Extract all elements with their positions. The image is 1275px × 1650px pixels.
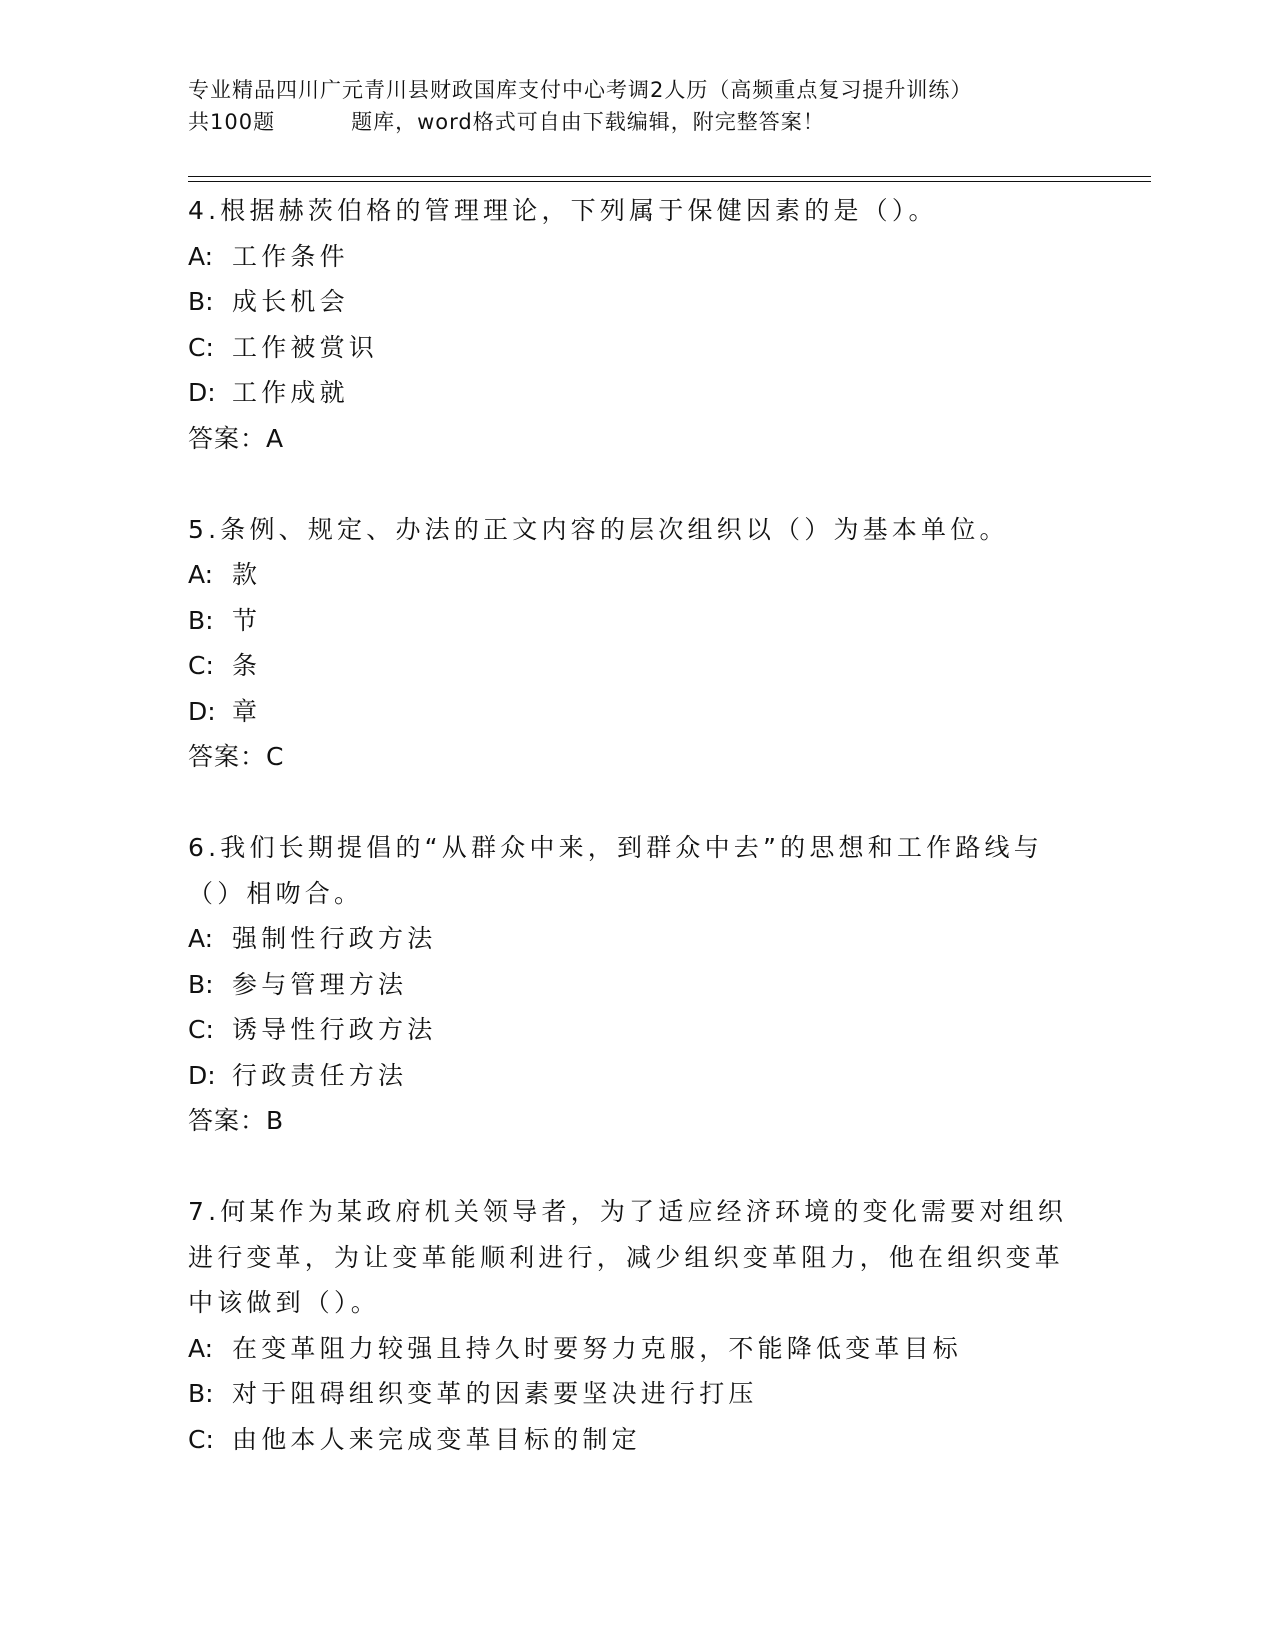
option-text: 工作条件 — [232, 241, 349, 271]
header-divider-bottom — [188, 181, 1151, 182]
option-label: B: — [188, 605, 214, 635]
option-a — [188, 1326, 1068, 1372]
question-stem-line: 中该做到（）。 — [188, 1288, 380, 1317]
option-a — [188, 234, 1068, 280]
option-text: 款 — [232, 560, 262, 589]
header-subtitle-line — [188, 106, 1088, 138]
option-text: 对于阻碍组织变革的因素要坚决进行打压 — [232, 1379, 758, 1408]
header-title-line: 专业精品四川广元青川县财政国库支付中心考调2人历（高频重点复习提升训练） — [188, 78, 973, 102]
answer-line: 答案：C — [188, 742, 285, 771]
option-label: C: — [188, 1015, 214, 1044]
option-label: B: — [188, 287, 214, 316]
option-text: 工作被赏识 — [232, 332, 379, 362]
option-label: A: — [188, 560, 214, 589]
option-a — [188, 916, 1068, 962]
option-label: C: — [188, 651, 214, 680]
option-text: 成长机会 — [232, 287, 349, 316]
question-item — [188, 825, 1068, 1189]
option-text: 强制性行政方法 — [232, 924, 437, 953]
option-b — [188, 598, 1068, 644]
option-a — [188, 552, 1068, 598]
option-text: 行政责任方法 — [232, 1060, 408, 1090]
option-b — [188, 1371, 1068, 1417]
question-stem-line: 进行变革，为让变革能顺利进行，减少组织变革阻力，他在组织变革 — [188, 1242, 1065, 1272]
option-label: B: — [188, 1379, 214, 1408]
option-b — [188, 962, 1068, 1008]
question-list — [188, 188, 1068, 1462]
option-c — [188, 325, 1068, 371]
option-label: B: — [188, 969, 214, 999]
question-item — [188, 188, 1068, 507]
option-d — [188, 370, 1068, 416]
option-d — [188, 1053, 1068, 1099]
header-description: 题库，word格式可自由下载编辑，附完整答案！ — [351, 110, 825, 134]
option-c — [188, 1417, 1068, 1463]
header-divider-top — [188, 176, 1151, 177]
option-label: D: — [188, 1060, 216, 1090]
question-item — [188, 1189, 1068, 1462]
option-label: A: — [188, 1333, 214, 1363]
option-c — [188, 643, 1068, 689]
document-header — [188, 74, 1088, 138]
question-stem: 5.条例、规定、办法的正文内容的层次组织以（）为基本单位。 — [188, 514, 1009, 544]
option-text: 在变革阻力较强且持久时要努力克服，不能降低变革目标 — [232, 1333, 963, 1363]
option-b — [188, 279, 1068, 325]
option-text: 工作成就 — [232, 378, 349, 407]
header-question-count: 共100题 — [188, 110, 276, 134]
option-c — [188, 1007, 1068, 1053]
question-stem-line: 7.何某作为某政府机关领导者，为了适应经济环境的变化需要对组织 — [188, 1197, 1068, 1226]
option-label: C: — [188, 332, 214, 362]
option-text: 参与管理方法 — [232, 969, 408, 999]
option-label: D: — [188, 378, 216, 407]
answer-line: 答案：A — [188, 423, 285, 453]
option-text: 章 — [232, 696, 262, 726]
question-stem-line: 6.我们长期提倡的“从群众中来，到群众中去”的思想和工作路线与 — [188, 833, 1043, 862]
question-stem-line: （）相吻合。 — [188, 878, 364, 908]
question-item — [188, 507, 1068, 826]
option-label: A: — [188, 241, 214, 271]
option-text: 由他本人来完成变革目标的制定 — [232, 1424, 641, 1454]
option-text: 条 — [232, 651, 262, 680]
option-d — [188, 689, 1068, 735]
question-stem: 4.根据赫茨伯格的管理理论，下列属于保健因素的是（）。 — [188, 196, 938, 225]
option-label: D: — [188, 696, 216, 726]
option-text: 诱导性行政方法 — [232, 1015, 437, 1044]
answer-line: 答案：B — [188, 1106, 285, 1135]
option-text: 节 — [232, 605, 262, 635]
option-label: A: — [188, 924, 214, 953]
option-label: C: — [188, 1424, 214, 1454]
